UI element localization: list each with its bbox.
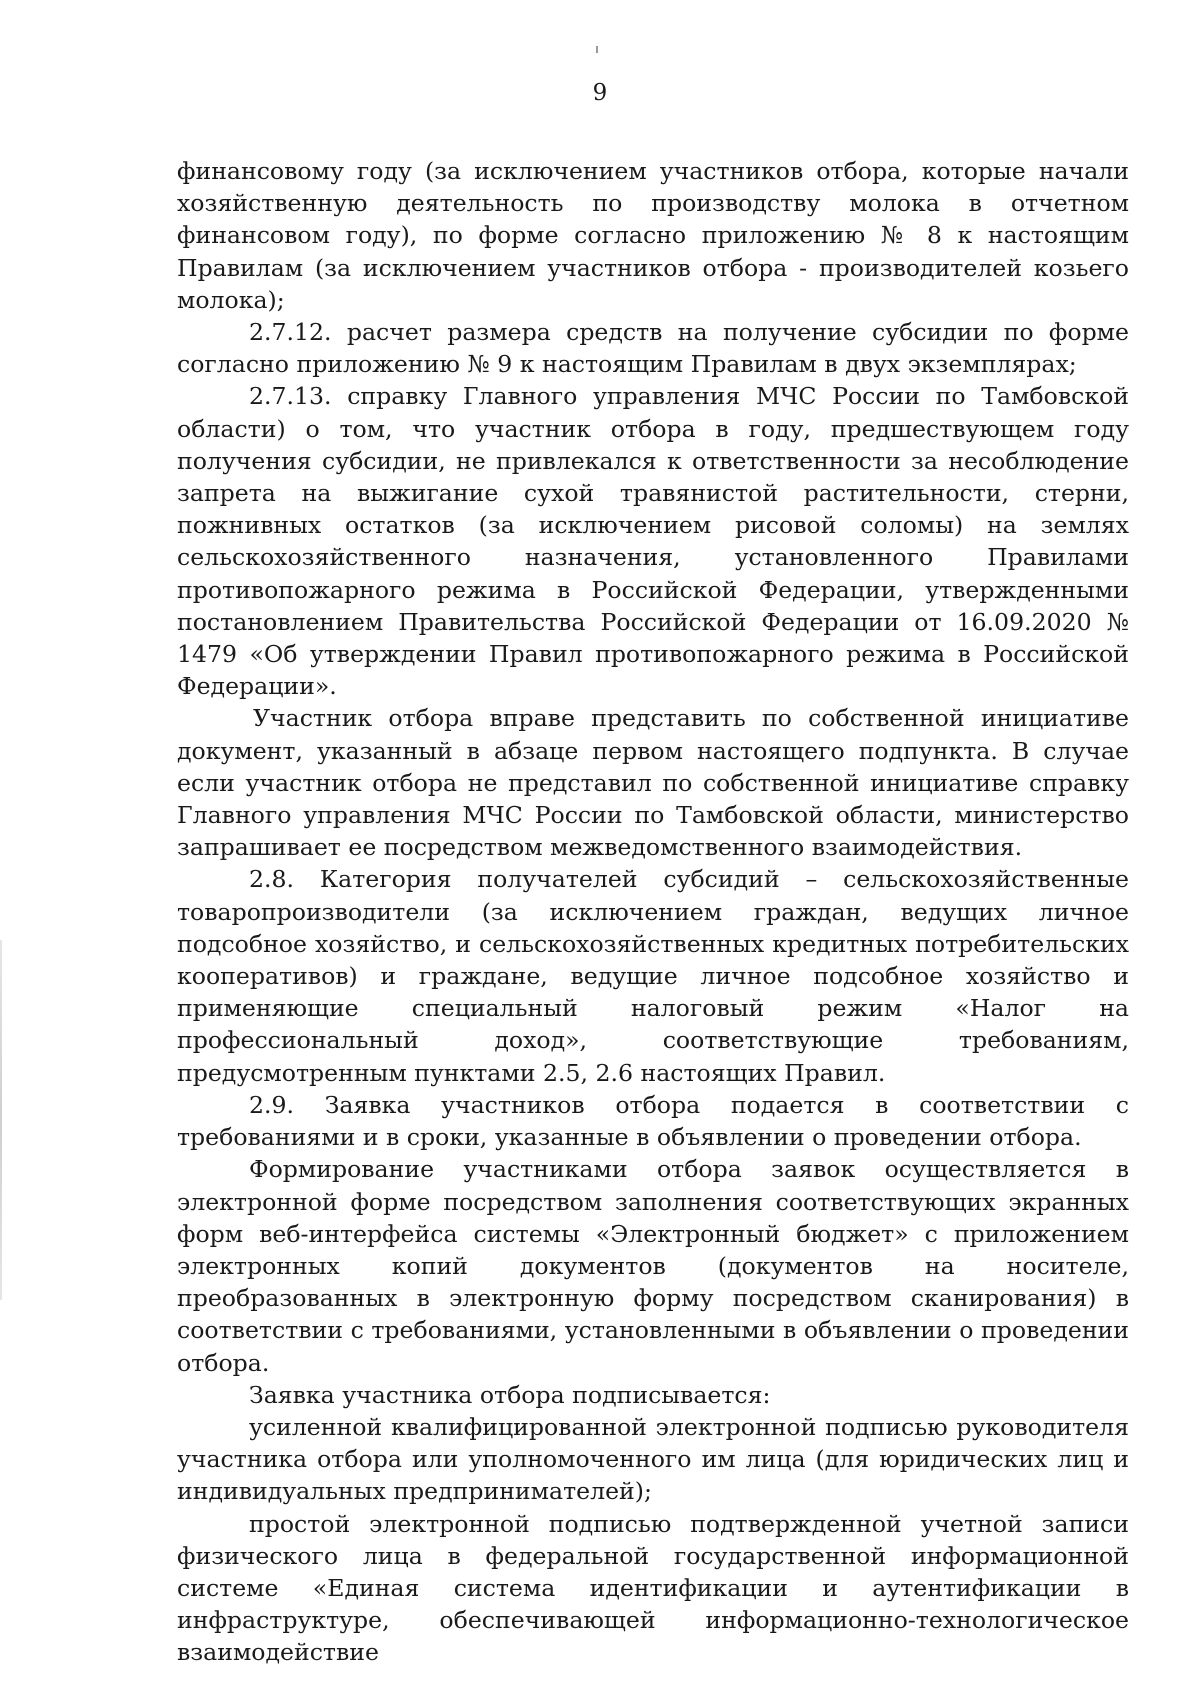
paragraph-formation: Формирование участниками отбора заявок осуществляется в электронной форме посредством заполнения соответствующих экранных форм веб-интерфейса системы «Электронный бюджет» с приложением электронных копий документов (документов на носителе, преобразованных в электронную форму посредством сканирования) в соответствии с требованиями, установленными в объявлении о проведении отбора. bbox=[177, 1155, 1129, 1377]
paragraph-participant-right: Участник отбора вправе представить по собственной инициативе документ, указанный в абзаце первом настоящего подпункта. В случае если участник отбора не представил по собственной инициативе справку Главного управления МЧС России по Тамбовской области, министерство запрашивает ее посредством межведомственного взаимодействия. bbox=[177, 704, 1129, 862]
scan-mark bbox=[596, 46, 598, 53]
document-body bbox=[177, 155, 1129, 1669]
paragraph-continuation: финансовому году (за исключением участников отбора, которые начали хозяйственную деятельность по производству молока в отчетном финансовом году), по форме согласно приложению № 8 к настоящим Правилам (за исключением участников отбора - производителей козьего молока); bbox=[177, 157, 1129, 314]
paragraph-2-9: 2.9. Заявка участников отбора подается в соответствии с требованиями и в сроки, указанные в объявлении о проведении отбора. bbox=[177, 1090, 1129, 1152]
page-number: 9 bbox=[592, 80, 608, 106]
paragraph-simple-signature: простой электронной подписью подтвержденной учетной записи физического лица в федеральной государственной информационной системе «Единая система идентификации и аутентификации в инфраструктуре, обеспечивающей информационно-технологическое взаимодействие bbox=[177, 1509, 1129, 1667]
scan-edge-shadow bbox=[0, 940, 2, 1300]
paragraph-2-8: 2.8. Категория получателей субсидий – сельскохозяйственные товаропроизводители (за исключением граждан, ведущих личное подсобное хозяйство, и сельскохозяйственных кредитных потребительских кооперативов) и граждане, ведущие личное подсобное хозяйство и применяющие специальный налоговый режим «Налог на профессиональный доход», соответствующие требованиям, предусмотренным пунктами 2.5, 2.6 настоящих Правил. bbox=[177, 865, 1129, 1087]
paragraph-signing: Заявка участника отбора подписывается: bbox=[249, 1380, 771, 1409]
paragraph-qualified-signature: усиленной квалифицированной электронной подписью руководителя участника отбора или уполномоченного им лица (для юридических лиц и индивидуальных предпринимателей); bbox=[177, 1412, 1129, 1506]
paragraph-2-7-13: 2.7.13. справку Главного управления МЧС России по Тамбовской области) о том, что участник отбора в году, предшествующем году получения субсидии, не привлекался к ответственности за несоблюдение запрета на выжигание сухой травянистой растительности, стерни, пожнивных остатков (за исключением рисовой соломы) на землях сельскохозяйственного назначения, установленного Правилами противопожарного режима в Российской Федерации, утвержденными постановлением Правительства Российской Федерации от 16.09.2020 № 1479 «Об утверждении Правил противопожарного режима в Российской Федерации». bbox=[177, 382, 1129, 701]
paragraph-2-7-12: 2.7.12. расчет размера средств на получение субсидии по форме согласно приложению № 9 к настоящим Правилам в двух экземплярах; bbox=[177, 318, 1129, 379]
